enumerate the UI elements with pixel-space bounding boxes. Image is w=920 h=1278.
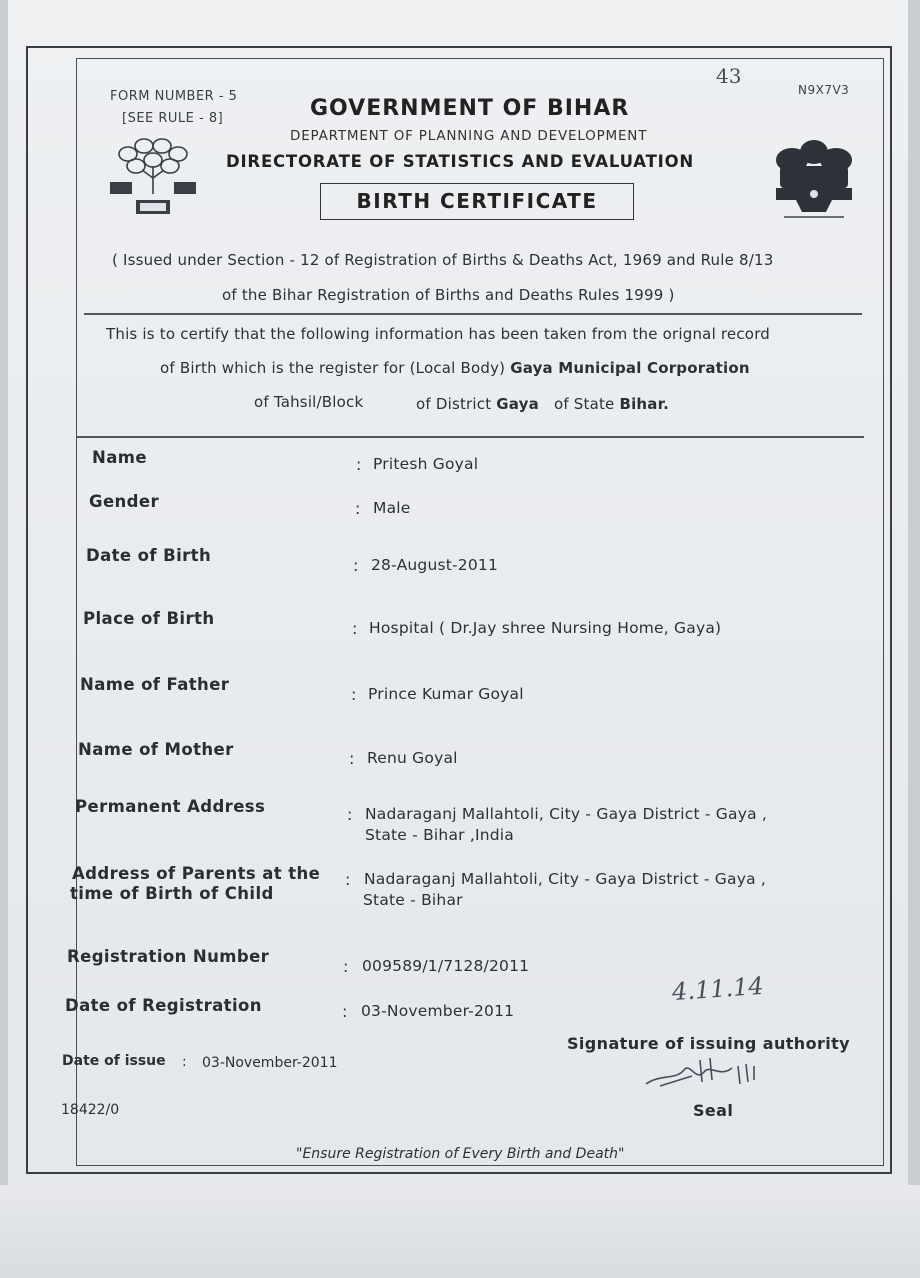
value-parents-address-line2: State - Bihar bbox=[363, 891, 463, 909]
national-emblem-icon bbox=[766, 134, 862, 224]
colon: : bbox=[345, 870, 351, 889]
colon: : bbox=[355, 499, 361, 518]
label-permanent-address: Permanent Address bbox=[75, 797, 266, 816]
local-body: Gaya Municipal Corporation bbox=[510, 359, 750, 377]
colon: : bbox=[342, 1002, 348, 1021]
seal-scribble-icon bbox=[640, 1052, 760, 1094]
colon: : bbox=[356, 455, 362, 474]
label-gender: Gender bbox=[89, 492, 160, 511]
department-name: DEPARTMENT OF PLANNING AND DEVELOPMENT bbox=[290, 128, 648, 144]
date-of-issue-value: 03-November-2011 bbox=[202, 1055, 338, 1071]
background-surface bbox=[0, 1185, 920, 1278]
form-number: FORM NUMBER - 5 bbox=[110, 89, 238, 104]
colon: : bbox=[351, 685, 357, 704]
value-registration-number: 009589/1/7128/2011 bbox=[362, 957, 530, 975]
issued-under-line2: of the Bihar Registration of Births and Deaths Rules 1999 ) bbox=[222, 286, 675, 304]
directorate-name: DIRECTORATE OF STATISTICS AND EVALUATION bbox=[226, 152, 695, 171]
handwritten-signature-date: 4.11.14 bbox=[671, 971, 765, 1007]
bihar-logo-icon bbox=[106, 134, 200, 220]
label-father: Name of Father bbox=[80, 675, 230, 694]
certificate-code: N9X7V3 bbox=[798, 83, 850, 97]
value-name: Pritesh Goyal bbox=[373, 455, 479, 473]
value-father: Prince Kumar Goyal bbox=[368, 685, 524, 703]
handwritten-serial: 43 bbox=[716, 64, 742, 88]
signature-label: Signature of issuing authority bbox=[567, 1034, 851, 1053]
state-label: of State bbox=[553, 395, 615, 413]
value-mother: Renu Goyal bbox=[367, 749, 458, 767]
certificate-title: BIRTH CERTIFICATE bbox=[356, 189, 598, 213]
label-parents-address: Address of Parents at the bbox=[72, 864, 321, 883]
label-parents-address-line2: time of Birth of Child bbox=[70, 884, 274, 903]
certify-line1: This is to certify that the following information has been taken from the orignal record bbox=[106, 325, 771, 343]
label-name: Name bbox=[92, 448, 147, 467]
reference-number: 18422/0 bbox=[61, 1102, 120, 1118]
slogan: "Ensure Registration of Every Birth and Death" bbox=[296, 1146, 625, 1162]
divider-top bbox=[84, 313, 862, 315]
label-place-of-birth: Place of Birth bbox=[83, 609, 215, 628]
issued-under-line1: ( Issued under Section - 12 of Registration of Births & Deaths Act, 1969 and Rule 8/13 bbox=[112, 251, 774, 269]
value-date-of-registration: 03-November-2011 bbox=[361, 1002, 515, 1020]
colon: : bbox=[352, 619, 358, 638]
certify-line2: of Birth which is the register for (Local Body) bbox=[160, 359, 506, 377]
value-place-of-birth: Hospital ( Dr.Jay shree Nursing Home, Gaya) bbox=[369, 619, 722, 637]
value-date-of-birth: 28-August-2011 bbox=[371, 556, 499, 574]
colon: : bbox=[182, 1054, 187, 1070]
tahsil-label: of Tahsil/Block bbox=[254, 393, 364, 411]
government-title: GOVERNMENT OF BIHAR bbox=[310, 96, 630, 121]
district-label: of District bbox=[416, 395, 492, 413]
district-value: Gaya bbox=[496, 395, 539, 413]
divider-fields bbox=[76, 436, 864, 438]
seal-label: Seal bbox=[693, 1101, 734, 1120]
see-rule: [SEE RULE - 8] bbox=[122, 111, 224, 126]
label-mother: Name of Mother bbox=[78, 740, 234, 759]
label-registration-number: Registration Number bbox=[67, 947, 270, 966]
colon: : bbox=[347, 805, 353, 824]
value-permanent-address-line2: State - Bihar ,India bbox=[365, 826, 515, 844]
value-parents-address: Nadaraganj Mallahtoli, City - Gaya District - Gaya , bbox=[364, 870, 767, 888]
value-gender: Male bbox=[373, 499, 411, 517]
certificate-title-box bbox=[320, 183, 634, 220]
date-of-issue-label: Date of issue bbox=[62, 1053, 166, 1069]
colon: : bbox=[353, 556, 359, 575]
label-date-of-registration: Date of Registration bbox=[65, 996, 262, 1015]
state-value: Bihar. bbox=[619, 395, 669, 413]
colon: : bbox=[343, 957, 349, 976]
label-date-of-birth: Date of Birth bbox=[86, 546, 212, 565]
colon: : bbox=[349, 749, 355, 768]
value-permanent-address: Nadaraganj Mallahtoli, City - Gaya District - Gaya , bbox=[365, 805, 768, 823]
